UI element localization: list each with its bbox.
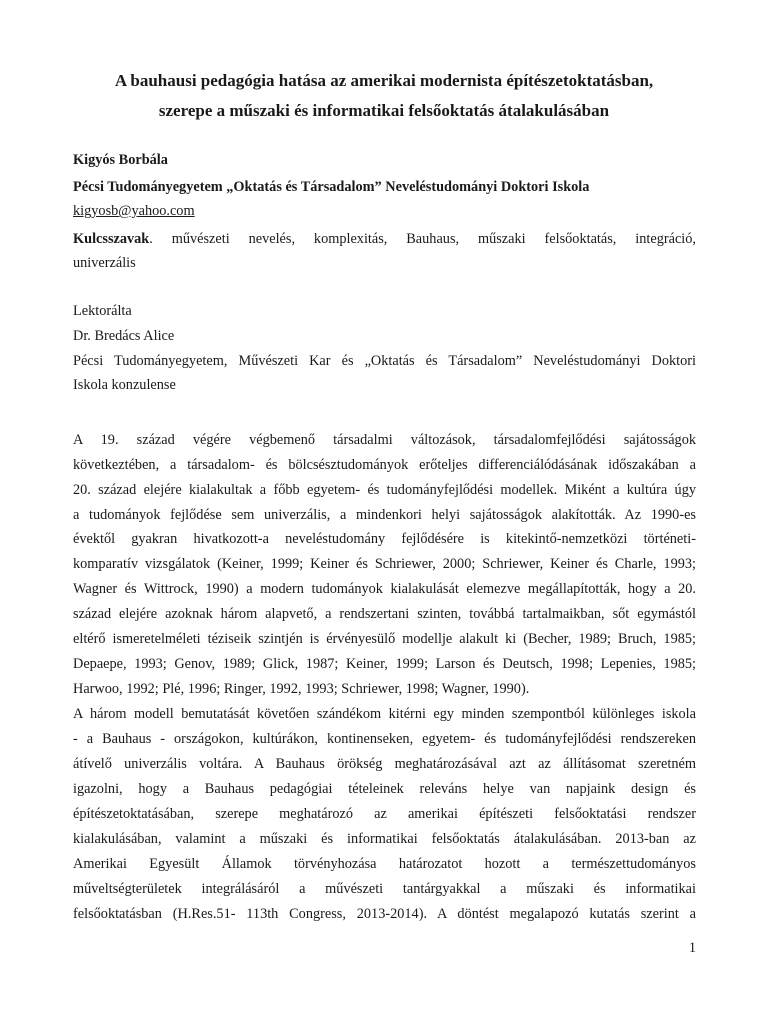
para2-line: igazolni, hogy a Bauhaus pedagógiai tételeinek releváns helye van napjaink design és [73, 781, 696, 797]
para1-line: komparatív vizsgálatok (Keiner, 1999; Keiner és Schriewer, 2000; Schriewer, Keiner és Charle, 1993; [73, 556, 696, 572]
author-email-row [73, 202, 696, 220]
reviewer-affiliation-line-2: Iskola konzulense [73, 377, 176, 393]
para2-line: kialakulásában, valamint a műszaki és informatikai felsőoktatás átalakulásában. 2013-ban az [73, 831, 696, 847]
para1-line: 20. század elejére kialakultak a főbb egyetem- és tudományfejlődési modellek. Miként a kultúra úgy [73, 482, 696, 498]
para2-line: átívelő univerzális voltára. A Bauhaus örökség meghatározásával azt az állításomat szeretném [73, 756, 696, 772]
para1-line: a tudományok fejlődése sem univerzális, a mindenkori helyi sajátosságok alakították. Az 1990-es [73, 507, 696, 523]
para2-line: - a Bauhaus - országokon, kultúrákon, kontinenseken, egyetem- és tudományfejlődési rendszereken [73, 731, 696, 747]
para1-line: Harwoo, 1992; Plé, 1996; Ringer, 1992, 1993; Schriewer, 1998; Wagner, 1990). [73, 681, 530, 697]
para2-line: Amerikai Egyesült Államok törvényhozása határozatot hozott a természettudományos [73, 856, 696, 872]
para1-line: század elejére azoknak három alapvető, a rendszertani szinten, továbbá tartalmaikban, sőt egymástól [73, 606, 696, 622]
para1-line: Depaepe, 1993; Genov, 1989; Glick, 1987; Keiner, 1999; Larson és Deutsch, 1998; Lepenies, 1985; [73, 656, 696, 672]
author-name: Kigyós Borbála [73, 152, 168, 168]
para1-line: A 19. század végére végbemenő társadalmi változások, társadalomfejlődési sajátosságok [73, 432, 696, 448]
author-email-link[interactable]: kigyosb@yahoo.com [73, 203, 195, 219]
keywords-label: Kulcsszavak [73, 231, 150, 247]
para1-line: Wagner és Wittrock, 1990) a modern tudományok kialakulását elemezve megállapították, hogy a 20. [73, 581, 696, 597]
reviewer-name: Dr. Bredács Alice [73, 328, 175, 344]
para2-line: felsőoktatásban (H.Res.51- 113th Congress, 2013-2014). A döntést megalapozó kutatás szerint a [73, 906, 696, 922]
para2-line: műveltségterületek integrálásáról a művészeti tantárgyakkal a műszaki és informatikai [73, 881, 696, 897]
keywords-line-1 [73, 230, 696, 248]
para2-line: A három modell bemutatását követően szándékom kitérni egy minden szempontból különleges iskola [73, 706, 696, 722]
para1-line: eltérő ismeretelméleti téziseik szintjén is érvényesülő modellje alakult ki (Becher, 1989; Bruch, 1985; [73, 631, 696, 647]
keywords-text: . művészeti nevelés, komplexitás, Bauhaus, műszaki felsőoktatás, integráció, [149, 231, 696, 247]
title-line-2: szerepe a műszaki és informatikai felsőoktatás átalakulásában [158, 101, 610, 120]
reviewer-affiliation-line-1: Pécsi Tudományegyetem, Művészeti Kar és „Oktatás és Társadalom” Neveléstudományi Doktori [73, 353, 696, 369]
page-number: 1 [688, 940, 696, 956]
title-line-1: A bauhausi pedagógia hatása az amerikai modernista építészetoktatásban, [114, 71, 654, 90]
author-affiliation: Pécsi Tudományegyetem „Oktatás és Társadalom” Neveléstudományi Doktori Iskola [73, 179, 590, 195]
para1-line: évektől gyakran hivatkozott-a neveléstudomány fejlődésére is kitekintő-nemzetközi történeti- [73, 531, 696, 547]
para2-line: építészetoktatásában, szerepe meghatározó az amerikai építészeti felsőoktatási rendszer [73, 806, 696, 822]
keywords-line-2: univerzális [73, 255, 136, 271]
para1-line: következtében, a társadalom- és bölcsésztudományok erőteljes differenciálódásának időszakában a [73, 457, 696, 473]
reviewed-label: Lektorálta [73, 303, 132, 319]
